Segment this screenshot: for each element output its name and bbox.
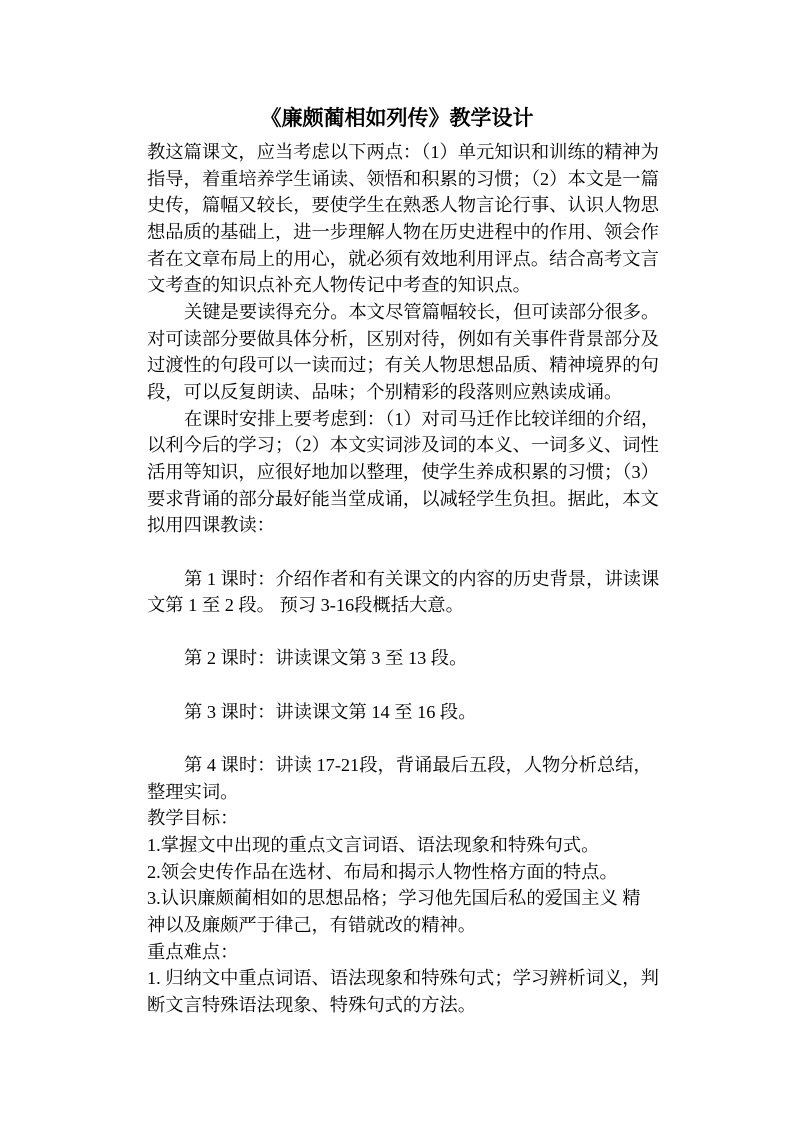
objective-item: 1.掌握文中出现的重点文言词语、语法现象和特殊句式。 [147,835,600,856]
text-line: 断文言特殊语法现象、特殊句式的方法。 [147,995,477,1015]
text-line: 活用等知识，应很好地加以整理，使学生养成积累的习惯；（3） [147,461,659,482]
text-line: 文考查的知识点补充人物传记中考查的知识点。 [147,275,531,296]
text-line: 想品质的基础上，进一步理解人物在历史进程中的作用、领会作 [147,221,659,242]
text-line: 第 4 课时：讲读 17-21段，背诵最后五段，人物分析总结， [184,755,652,776]
lesson-1 [147,566,692,619]
lesson-4 [147,752,692,805]
text-line: 拟用四课教读： [147,515,275,536]
key-point-paragraph [147,299,692,406]
text-line: 段，可以反复朗读、品味；个别精彩的段落则应熟读成诵。 [147,381,623,402]
objective-item: 2.领会史传作品在选材、布局和揭示人物性格方面的特点。 [147,861,618,882]
text-line: 文第 1 至 2 段。 预习 3-16段概括大意。 [147,595,464,616]
schedule-paragraph [147,406,692,539]
text-line: 史传，篇幅又较长，要使学生在熟悉人物言论行事、认识人物思 [147,195,659,216]
intro-paragraph [147,139,692,299]
text-line: 对可读部分要做具体分析，区别对待，例如有关事件背景部分及 [147,328,659,349]
text-line: 指导，着重培养学生诵读、领悟和积累的习惯；（2）本文是一篇 [147,168,659,189]
lesson-2 [147,645,692,672]
objective-item: 3.认识廉颇蔺相如的思想品格；学习他先国后私的爱国主义 精 [147,888,641,909]
document-title: 《廉颇蔺相如列传》教学设计 [260,106,534,130]
lesson-3 [147,699,692,726]
text-line: 第 2 课时：讲读课文第 3 至 13 段。 [184,648,468,669]
difficulties-heading: 重点难点： [147,941,239,962]
objectives-heading: 教学目标： [147,808,239,829]
text-line: 者在文章布局上的用心，就必须有效地利用评点。结合高考文言 [147,248,659,269]
text-line: 过渡性的句段可以一读而过；有关人物思想品质、精神境界的句 [147,355,659,376]
blank-line [147,539,692,566]
text-line: 在课时安排上要考虑到：（1）对司马迁作比较详细的介绍， [184,408,660,429]
text-line: 要求背诵的部分最好能当堂成诵，以减轻学生负担。据此，本文 [147,488,659,509]
text-line: 第 1 课时：介绍作者和有关课文的内容的历史背景，讲读课 [184,568,660,589]
blank-line [147,672,692,699]
difficulties-section [147,939,692,1019]
blank-line [147,725,692,752]
text-line: 整理实词。 [147,781,239,802]
blank-line [147,619,692,646]
text-line: 第 3 课时：讲读课文第 14 至 16 段。 [184,701,477,722]
text-line: 以利今后的学习；（2）本文实词涉及词的本义、一词多义、词性 [147,435,659,456]
text-line: 教这篇课文，应当考虑以下两点：（1）单元知识和训练的精神为 [147,142,659,162]
text-line: 神以及廉颇严于律己，有错就改的精神。 [147,915,477,936]
document-body [147,139,692,1019]
objectives-section [147,805,692,938]
difficulty-item: 1. 归纳文中重点词语、语法现象和特殊句式；学习辨析词义，判 [147,968,659,989]
text-line: 关键是要读得充分。本文尽管篇幅较长，但可读部分很多。 [184,301,660,322]
